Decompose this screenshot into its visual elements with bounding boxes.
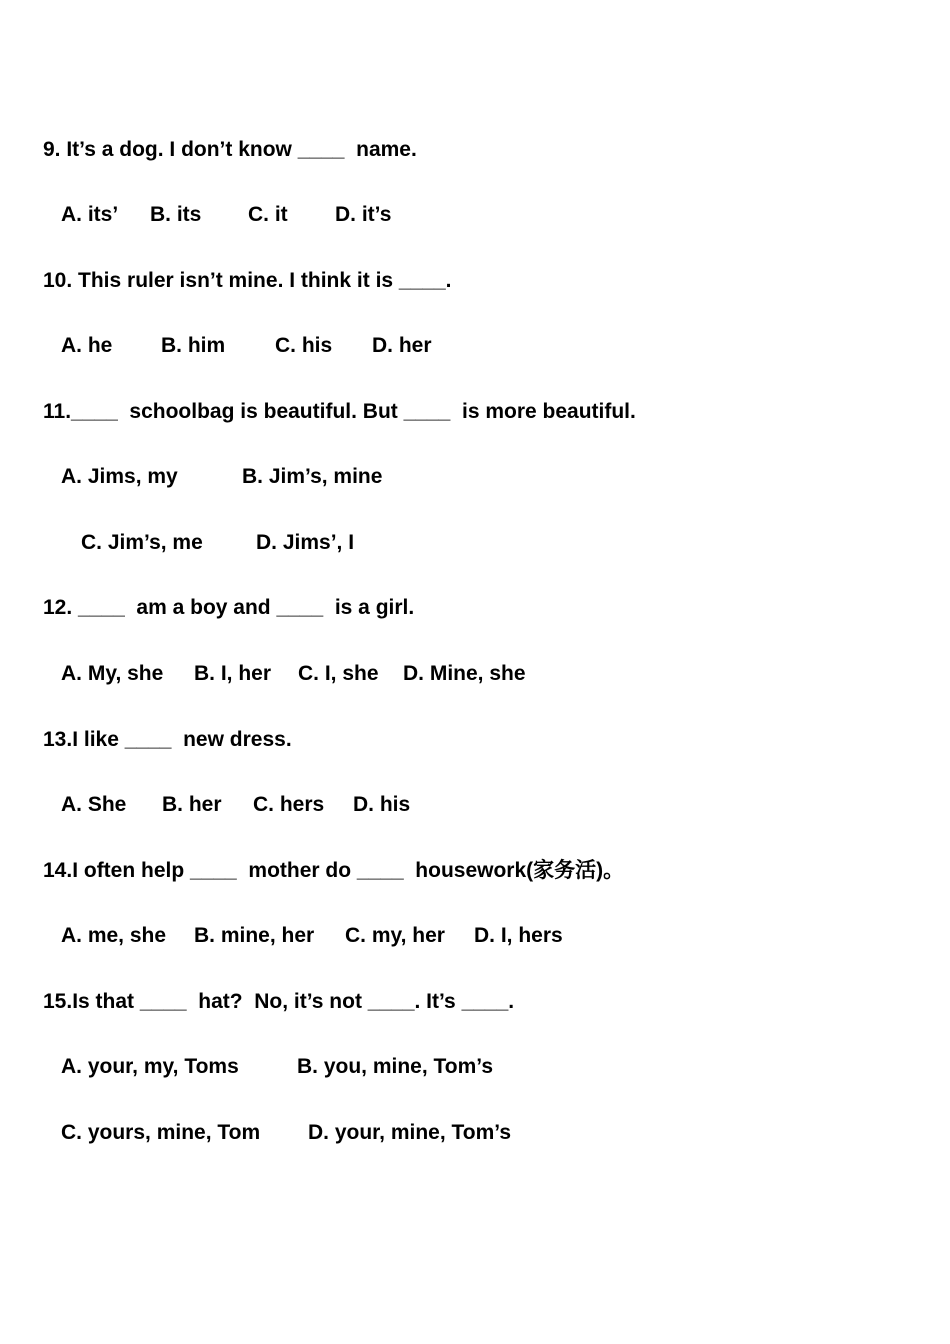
question-15-options-row-1 [61, 1052, 494, 1082]
question-12-stem: 12. ____ am a boy and ____ is a girl. [43, 596, 415, 619]
question-15-options-row-2 [61, 1118, 512, 1148]
option-b: B. its [150, 203, 202, 226]
option-b: B. mine, her [194, 924, 315, 947]
question-9-stem: 9. It’s a dog. I don’t know ____ name. [43, 138, 417, 161]
option-b: B. her [162, 793, 222, 816]
question-11-options-row-1 [61, 462, 383, 492]
option-c: C. my, her [345, 924, 445, 947]
option-c: C. I, she [298, 662, 379, 685]
question-11-stem: 11.____ schoolbag is beautiful. But ____ is more beautiful. [43, 400, 636, 423]
option-a: A. he [61, 334, 113, 357]
option-c: C. his [275, 334, 333, 357]
question-10-options [61, 331, 432, 361]
option-d: D. his [353, 793, 411, 816]
option-d: D. Jims’, I [256, 531, 355, 554]
option-b: B. you, mine, Tom’s [297, 1055, 494, 1078]
option-a: A. its’ [61, 203, 119, 226]
option-a: A. your, my, Toms [61, 1055, 239, 1078]
option-a: A. Jims, my [61, 465, 178, 488]
option-c: C. yours, mine, Tom [61, 1121, 261, 1144]
option-a: A. My, she [61, 662, 164, 685]
option-c: C. Jim’s, me [81, 531, 203, 554]
question-14-options [61, 921, 563, 951]
option-d: D. your, mine, Tom’s [308, 1121, 512, 1144]
option-d: D. it’s [335, 203, 392, 226]
question-12-options [61, 659, 526, 689]
option-b: B. Jim’s, mine [242, 465, 383, 488]
option-b: B. him [161, 334, 226, 357]
option-d: D. her [372, 334, 432, 357]
question-13-options [61, 790, 411, 820]
question-13-stem: 13.I like ____ new dress. [43, 728, 292, 751]
question-15-stem: 15.Is that ____ hat? No, it’s not ____. It’s ____. [43, 990, 515, 1013]
question-10-stem: 10. This ruler isn’t mine. I think it is ____. [43, 269, 452, 292]
question-11-options-row-2 [81, 528, 355, 558]
option-c: C. it [248, 203, 288, 226]
option-d: D. Mine, she [403, 662, 526, 685]
option-a: A. She [61, 793, 127, 816]
option-a: A. me, she [61, 924, 167, 947]
option-d: D. I, hers [474, 924, 563, 947]
option-b: B. I, her [194, 662, 272, 685]
question-9-options [61, 200, 392, 230]
option-c: C. hers [253, 793, 325, 816]
question-14-stem: 14.I often help ____ mother do ____ housework(家务活)。 [43, 859, 625, 882]
